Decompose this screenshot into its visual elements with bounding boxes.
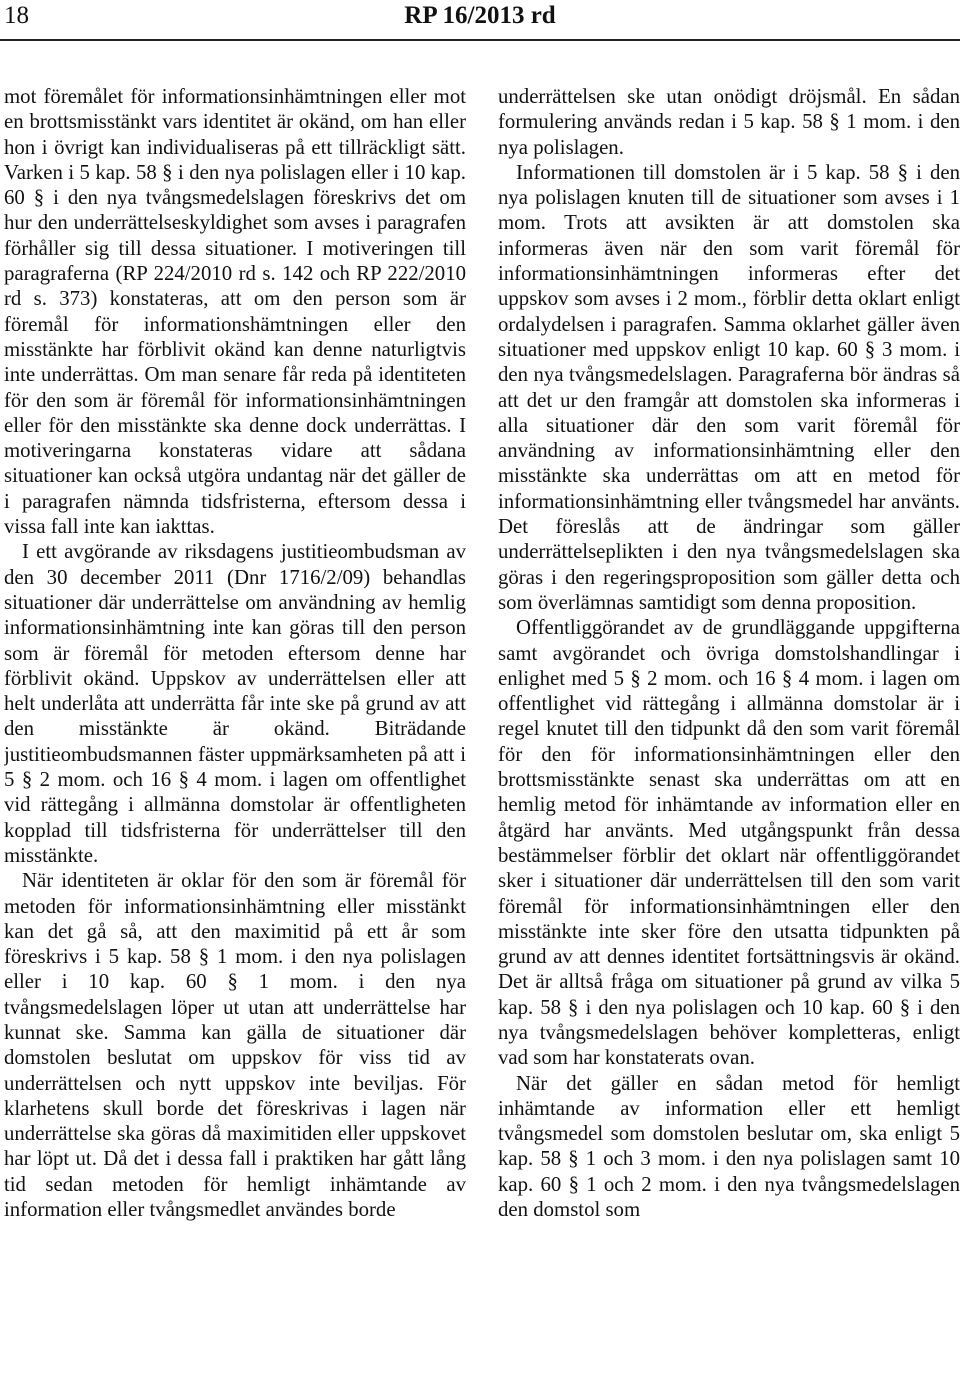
paragraph: När det gäller en sådan metod för hemligt inhämtande av information eller ett hemligt tvångsmedel som domstolen beslutar om, ska enligt 5 kap. 58 § 1 och 3 mom. i den nya polislagen samt 10 kap. 60 § 1 och 2 mom. i den nya tvångsmedelslagen den domstol som <box>498 1071 960 1222</box>
document-id: RP 16/2013 rd <box>404 2 556 29</box>
left-column <box>4 84 466 1396</box>
paragraph: När identiteten är oklar för den som är föremål för metoden för informationsinhämtning eller misstänkt kan det gå så, att den maximitid på ett år som föreskrivs i 5 kap. 58 § 1 mom. i den nya polislagen eller i 10 kap. 60 § 1 mom. i den nya tvångsmedelslagen löper ut utan att underrättelse har kunnat ske. Samma kan gälla de situationer där domstolen beslutat om uppskov för viss tid av underrättelsen och nytt uppskov inte beviljas. För klarhetens skull borde det föreskrivas i lagen när underrättelse ska göras då maximitiden eller uppskovet har löpt ut. Då det i dessa fall i praktiken har gått lång tid sedan metoden för hemligt inhämtande av information eller tvångsmedlet användes borde <box>4 869 466 1222</box>
page-number: 18 <box>4 2 29 29</box>
paragraph: Offentliggörandet av de grundläggande uppgifterna samt avgörandet och övriga domstolshandlingar i enlighet med 5 § 2 mom. och 16 § 4 mom. i lagen om offentlighet vid rättegång i allmänna domstolar är i regel knutet till den tidpunkt då den som varit föremål för den för informationsinhämtningen eller den brottsmisstänkte senast ska underrättas om att en hemlig metod för inhämtande av information eller en åtgärd har använts. Med utgångspunkt från dessa bestämmelser förblir det oklart när offentliggörandet sker i situationer där underrättelsen till den som varit föremål för informationsinhämtningen eller den misstänkte inte sker före den utsatta tidpunkten på grund av att dennes identitet fortsättningsvis är okänd. Det är alltså fråga om situationer på grund av vilka 5 kap. 58 § i den nya polislagen och 10 kap. 60 § i den nya tvångsmedelslagen behöver kompletteras, enligt vad som har konstaterats ovan. <box>498 616 960 1070</box>
paragraph: mot föremålet för informationsinhämtningen eller mot en brottsmisstänkt vars identitet är okänd, om han eller hon i övrigt kan individualiseras på ett tillräckligt sätt. Varken i 5 kap. 58 § i den nya polislagen eller i 10 kap. 60 § i den nya tvångsmedelslagen föreskrivs det om hur den underrättelseskyldighet som avses i paragrafen förhåller sig till dessa situationer. I motiveringen till paragraferna (RP 224/2010 rd s. 142 och RP 222/2010 rd s. 373) konstateras, att om den person som är föremål för informationshämtningen eller den misstänkte har förblivit okänd kan denne naturligtvis inte underrättas. Om man senare får reda på identiteten för den som är föremål för informationsinhämtningen eller för den misstänkte ska denne dock underrättas. I motiveringarna konstateras vidare att sådana situationer kan också utgöra undantag när det gäller de i paragrafen nämnda tidsfristerna, eftersom dessa i vissa fall inte kan iakttas. <box>4 85 466 539</box>
right-column <box>498 84 960 1396</box>
paragraph: underrättelsen ske utan onödigt dröjsmål. En sådan formulering används redan i 5 kap. 58 § 1 mom. i den nya polislagen. <box>498 85 960 159</box>
header-rule <box>0 39 960 41</box>
paragraph: I ett avgörande av riksdagens justitieombudsman av den 30 december 2011 (Dnr 1716/2/09) behandlas situationer där underrättelse om användning av hemlig informationsinhämtning inte kan göras till den person som är föremål för metoden eftersom denne har förblivit okänd. Uppskov av underrättelsen eller att helt underlåta att underrätta får inte ske på grund av att den misstänkte är okänd. Biträdande justitieombudsmannen fäster uppmärksamheten på att i 5 § 2 mom. och 16 § 4 mom. i lagen om offentlighet vid rättegång i allmänna domstolar är offentligheten kopplad till tidsfristerna för underrättelser till den misstänkte. <box>4 540 466 867</box>
paragraph: Informationen till domstolen är i 5 kap. 58 § i den nya polislagen knuten till de situationer som avses i 1 mom. Trots att avsikten är att domstolen ska informeras även när den som varit föremål för informationsinhämtningen informeras efter det uppskov som avses i 2 mom., förblir detta oklart enligt ordalydelsen i paragrafen. Samma oklarhet gäller även situationer med uppskov enligt 10 kap. 60 § 3 mom. i den nya tvångsmedelslagen. Paragraferna bör ändras så att det ur den framgår att domstolen ska informeras i alla situationer där den som varit föremål för användning av informationsinhämtning eller den misstänkte ska underrättas om att en metod för informationsinhämtning eller tvångsmedel har använts. Det föreslås att de ändringar som gäller underrättelseplikten i den nya tvångsmedelslagen ska göras i den regeringsproposition som gäller detta och som överlämnas samtidigt som denna proposition. <box>498 160 960 614</box>
page-header <box>0 0 960 44</box>
